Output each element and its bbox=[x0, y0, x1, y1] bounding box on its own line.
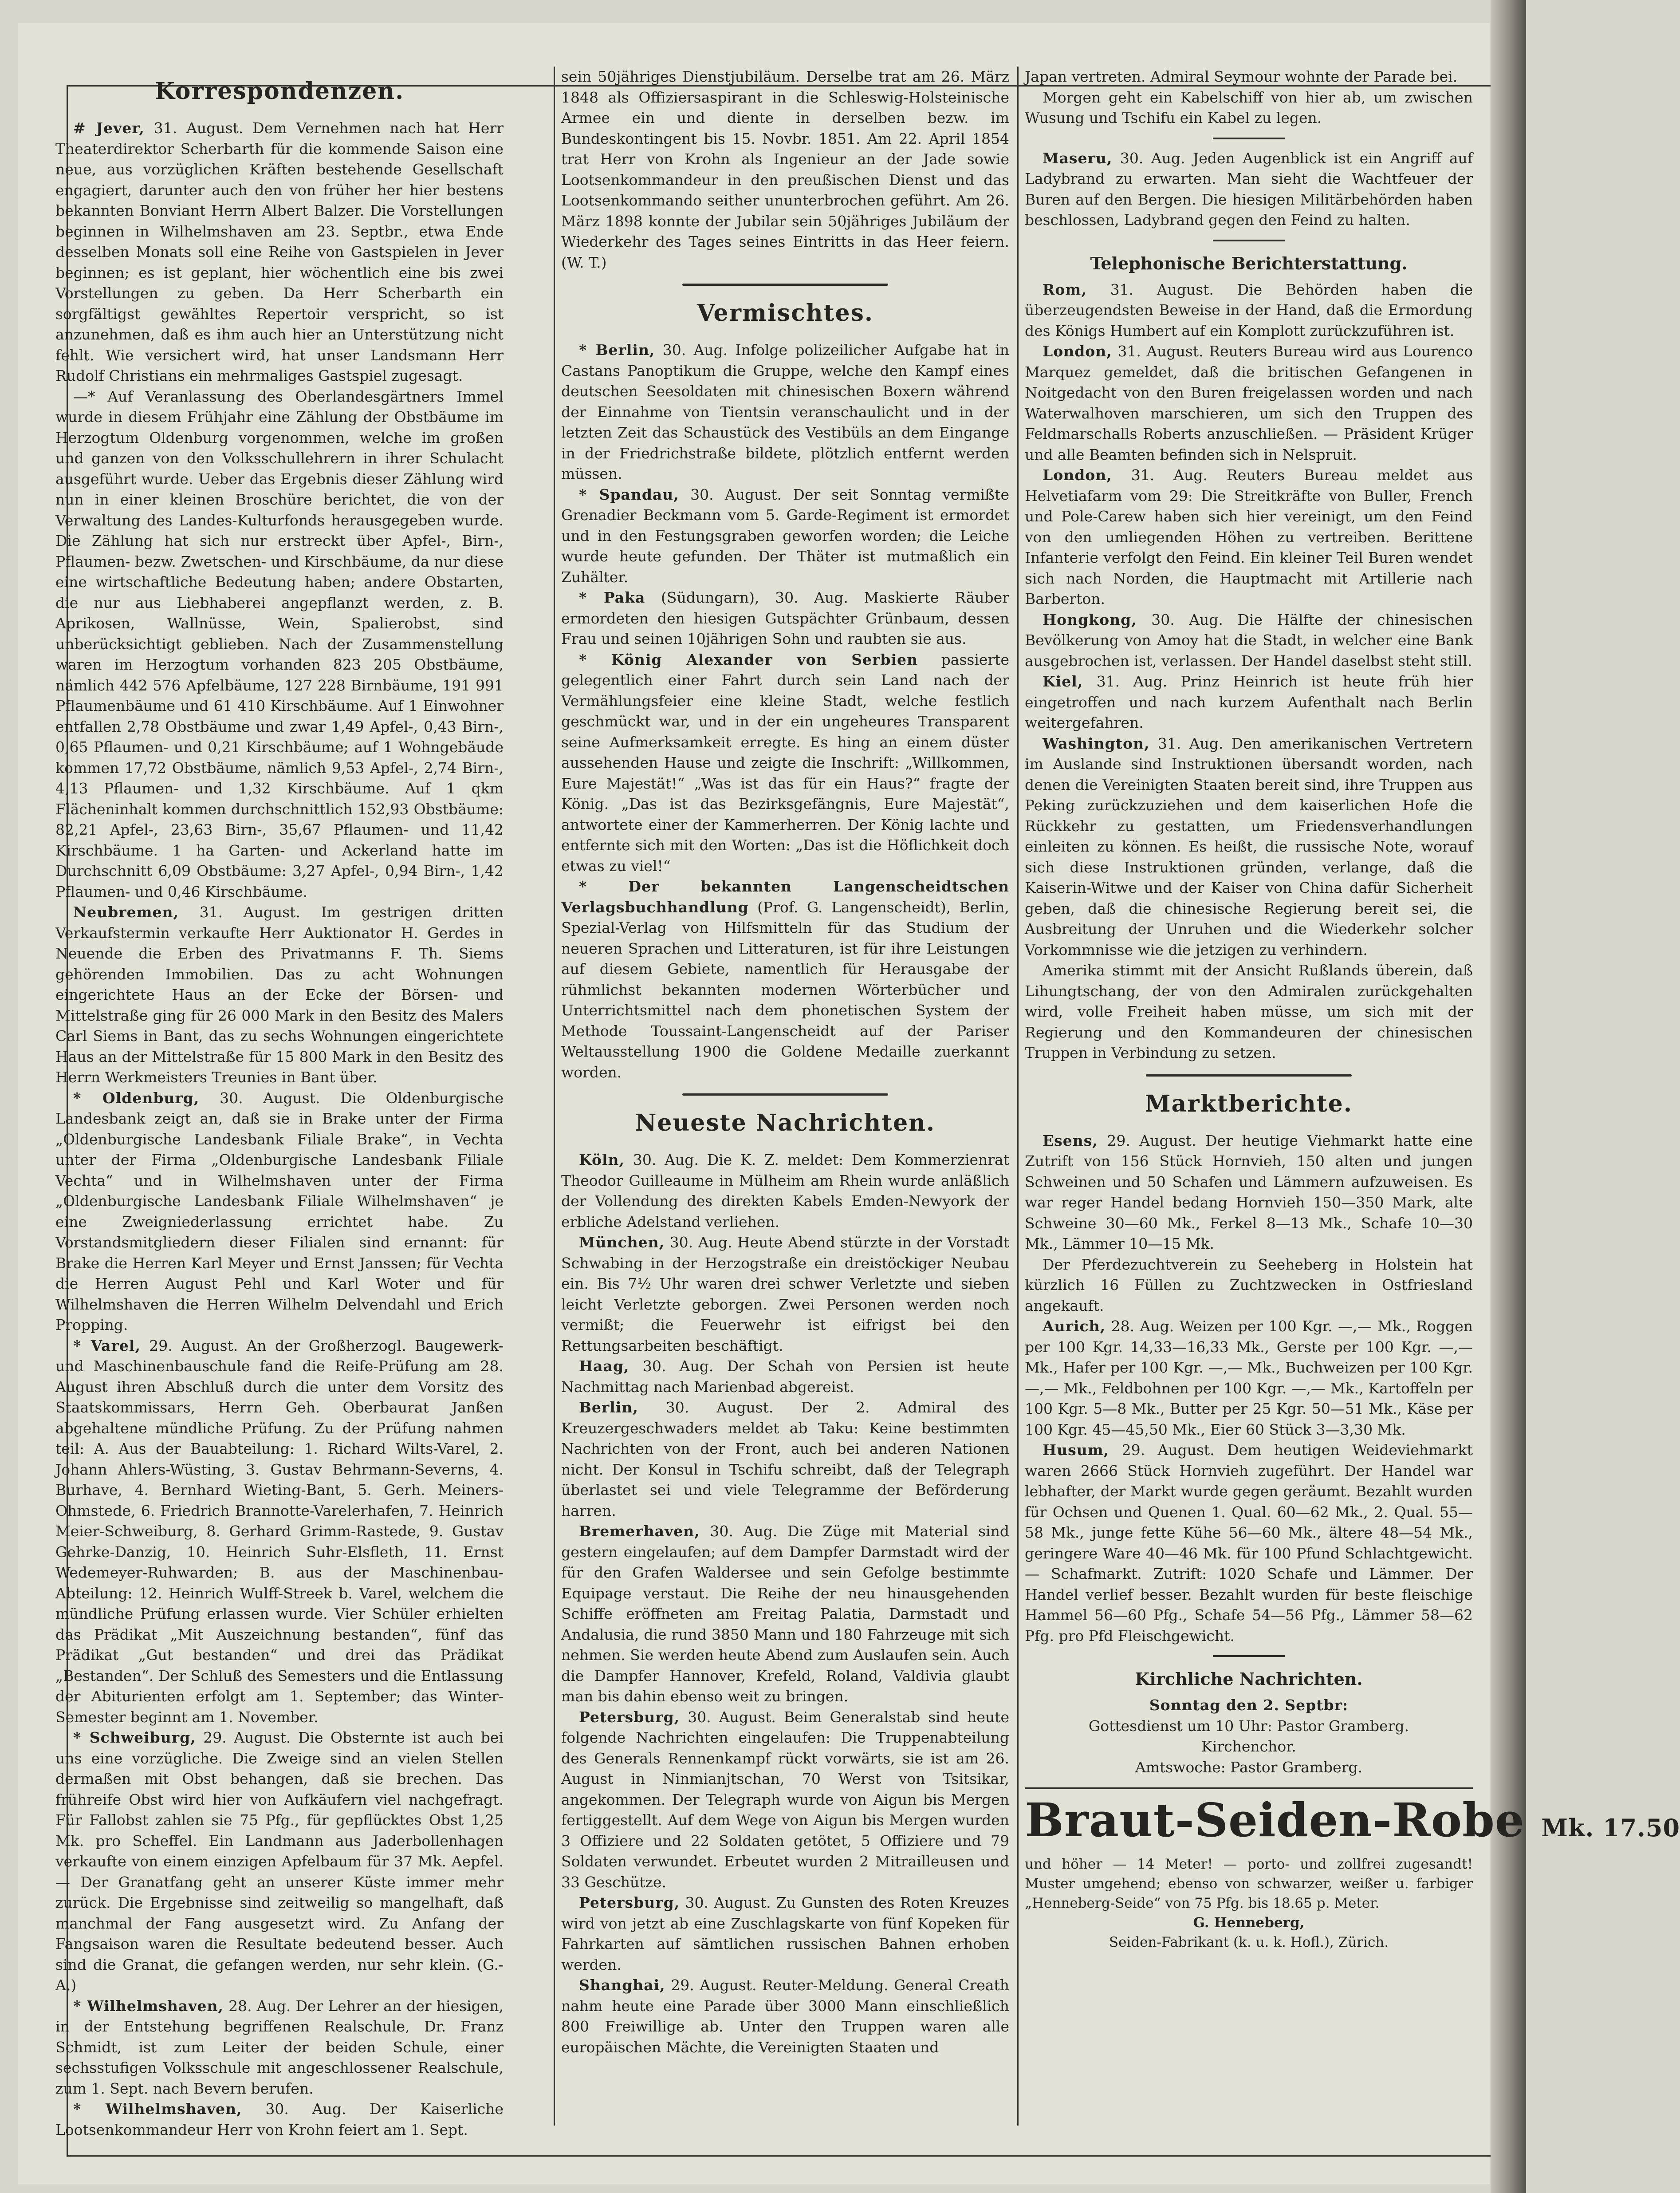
article-paragraph: Morgen geht ein Kabelschiff von hier ab, um zwischen Wusung und Tschifu ein Kabel zu legen. bbox=[1025, 88, 1473, 126]
article-item bbox=[561, 1232, 1009, 1356]
dateline: Haag, bbox=[579, 1357, 630, 1375]
dateline: Köln, bbox=[579, 1151, 625, 1168]
article-text: 30. August. Der seit Sonntag vermißte Grenadier Beckmann vom 5. Garde-Regiment ist ermordet und in den Festungsgraben geworfen worden; die Leiche wurde heute gefunden. Der Thäter ist mutmaßlich ein Zuhälter. bbox=[561, 485, 1010, 586]
article-item bbox=[561, 1893, 1009, 1975]
article-item bbox=[1025, 1131, 1473, 1254]
section-heading-telephonische-berichterstattung: Telephonische Berichterstattung. bbox=[1090, 253, 1408, 273]
article-maseru bbox=[1025, 148, 1473, 231]
article-item bbox=[55, 1088, 504, 1336]
advertisement-henneberg bbox=[1025, 1787, 1680, 1952]
dateline: # Jever, bbox=[73, 119, 145, 137]
article-text: (Südungarn), 30. Aug. Maskierte Räuber ermordeten den hiesigen Gutspächter Grünbaum, dessen Frau und seinen 10jährigen Sohn und raubten sie aus. bbox=[561, 589, 1009, 647]
article-text: 30. Aug. Jeden Augenblick ist ein Angriff auf Ladybrand zu erwarten. Man sieht die Wachtfeuer der Buren auf den Bergen. Die hiesigen Militärbehörden haben beschlossen, Ladybrand gegen den Feind zu halten. bbox=[1025, 149, 1473, 229]
section-divider bbox=[682, 1093, 889, 1096]
article-text: 29. August. Der heutige Viehmarkt hatte eine Zutrift von 156 Stück Hornvieh, 150 alten und jungen Schweinen und 50 Schafen und Lämmern aufzuweisen. Es war reger Handel bedang Hornvieh 150—350 Mark, alte Schweine 30—60 Mk., Ferkel 8—13 Mk., Schafe 10—30 Mk., Lämmer 10—15 Mk. bbox=[1025, 1132, 1473, 1252]
article-item bbox=[55, 118, 504, 387]
ad-firm-line: Seiden-Fabrikant (k. u. k. Hofl.), Zürich. bbox=[1109, 1934, 1389, 1950]
article-text: 29. August. Reuter-Meldung. General Creath nahm heute eine Parade über 3000 Mann einschließlich 800 Freiwillige ab. Unter den Truppen waren alle europäischen Mächte, die Vereinigten Staaten und bbox=[561, 1976, 1009, 2056]
article-item bbox=[1025, 465, 1473, 610]
article-text: 30. August. Zu Gunsten des Roten Kreuzes wird von jetzt ab eine Zuschlagskarte von fünf Kopeken für Fahrkarten auf sämtlichen russischen Bahnen erhoben werden. bbox=[561, 1894, 1009, 1973]
ad-firm: G. Henneberg, bbox=[1193, 1915, 1305, 1931]
article-item bbox=[561, 1356, 1009, 1397]
article-text: Der Pferdezuchtverein zu Seeheberg in Holstein hat kürzlich 16 Füllen zu Zuchtzwecken in Ostfriesland angekauft. bbox=[1025, 1255, 1473, 1314]
article-text: 30. Aug. Die Züge mit Material sind gestern eingelaufen; auf dem Dampfer Darmstadt wird der für den Grafen Waldersee und sein Gefolge bestimmte Equipage verstaut. Die Reihe der neu hinausgehenden Schiffe eröffneten am Freitag Palatia, Darmstadt und Andalusia, die rund 3850 Mann und 180 Fahrzeuge mit sich nehmen. Sie werden heute Abend zum Auslaufen sein. Auch die Dampfer Hannover, Krefeld, Roland, Valdivia glaubt man bis dahin ebenso weit zu bringen. bbox=[561, 1522, 1009, 1705]
article-text: 29. August. Die Obsternte ist auch bei uns eine vorzügliche. Die Zweige sind an vielen Stellen dermaßen mit Obst behangen, daß sie brechen. Das frühreife Obst wird hier von Aufkäufern viel nachgefragt. Für Fallobst zahlen sie 75 Pfg., für gepflücktes Obst 1,25 Mk. pro Scheffel. Ein Landmann aus Jaderbollenhagen verkaufte von einem einzigen Apfelbaum für 37 Mk. Aepfel. — Der Granatfang geht an unserer Küste immer mehr zurück. Die Ergebnisse sind zeitweilig so mangelhaft, daß manchmal der Fang ausgesetzt wird. Zu Anfang der Fangsaison waren die Resultate bedeutend besser. Auch sind die Granat, die gefangen werden, nur sehr klein. (G.-A.) bbox=[55, 1729, 504, 1994]
dateline: Aurich, bbox=[1043, 1317, 1106, 1335]
article-text: 30. Aug. Infolge polizeilicher Aufgabe hat in Castans Panoptikum die Gruppe, welche den Kampf eines deutschen Seesoldaten mit chinesischen Boxern während der Einnahme von Tientsin veranschaulicht und in der letzten Zeit das Schaustück des Vestibüls an dem Eingange in der Friedrichstraße bildete, plötzlich entfernt werden müssen. bbox=[561, 341, 1009, 482]
article-text: Amerika stimmt mit der Ansicht Rußlands überein, daß Lihungtschang, der von den Admiralen zurückgehalten wird, volle Freiheit haben müsse, um sich mit der Regierung und den Kommandeuren der chinesischen Truppen in Verbindung zu setzen. bbox=[1025, 962, 1473, 1061]
ad-body: und höher — 14 Meter! — porto- und zollfrei zugesandt! Muster umgehend; ebenso von schwarzer, weißer u. farbiger „Henneberg-Seide“ von 75 Pfg. bis 18.65 p. Meter. bbox=[1025, 1856, 1473, 1911]
article-text: 31. August. Dem Vernehmen nach hat Herr Theaterdirektor Scherbarth für die kommende Saison eine neue, aus vorzüglichen Kräften bestehende Gesellschaft engagiert, darunter auch den von früher her hier bestens bekannten Bonviant Herrn Albert Balzer. Die Vorstellungen beginnen in Wilhelmshaven am 23. Septbr., etwa Ende desselben Monats soll eine Reihe von Gastspielen in Jever beginnen; es ist geplant, hier wöchentlich eine bis zwei Vorstellungen zu geben. Da Herr Scherbarth ein sorgfältigst gewähltes Repertoir verspricht, so ist anzunehmen, daß es ihm auch hier an Unterstützung nicht fehlt. Wie versichert wird, hat unser Landsmann Herr Rudolf Christians ein mehrmaliges Gastspiel zugesagt. bbox=[55, 119, 504, 384]
article-text: 30. Aug. Heute Abend stürzte in der Vorstadt Schwabing in der Herzogstraße ein dreistöckiger Neubau ein. Bis 7½ Uhr waren drei schwer Verletzte und sieben leicht Verletzte geborgen. Zwei Personen werden noch vermißt; die Feuerwehr ist eifrigst bei den Rettungsarbeiten beschäftigt. bbox=[561, 1234, 1009, 1354]
article-text: 31. August. Reuters Bureau wird aus Lourenco Marquez gemeldet, daß die britischen Gefangenen in Noitgedacht von den Buren freigelassen worden und nach Waterwalhoven marschieren, um sich den Truppen des Feldmarschalls Roberts anzuschließen. — Präsident Krüger und alle Beamten befinden sich in Nelspruit. bbox=[1025, 343, 1473, 463]
dateline: München, bbox=[579, 1234, 665, 1251]
article-item bbox=[561, 1150, 1009, 1232]
article-item bbox=[561, 1707, 1009, 1893]
article-text: 31. Aug. Reuters Bureau meldet aus Helvetiafarm vom 29: Die Streitkräfte von Buller, French und Pole-Carew haben sich hier vereinigt, um den Feind von den umliegenden Höhen zu vertreiben. Berittene Infanterie verfolgt den Feind. Ein kleiner Teil Buren wendet sich nach Norden, die Hauptmacht mit Artillerie nach Barberton. bbox=[1025, 466, 1473, 607]
article-list bbox=[55, 118, 504, 2140]
dateline: Petersburg, bbox=[579, 1708, 680, 1726]
article-text: 30. Aug. Der Kaiserliche Lootsenkommandeur Herr von Krohn feiert am 1. Sept. bbox=[55, 2100, 504, 2138]
section-heading-marktberichte: Marktberichte. bbox=[1145, 1090, 1353, 1117]
continued-article: Japan vertreten. Admiral Seymour wohnte der Parade bei. bbox=[1025, 68, 1458, 85]
article-text: 30. August. Die Oldenburgische Landesbank zeigt an, daß sie in Brake unter der Firma „Oldenburgische Landesbank Filiale Brake“, in Vechta unter der Firma „Oldenburgische Landesbank Filiale Vechta“ und in Wilhelmshaven unter der Firma „Oldenburgische Landesbank Filiale Wilhelmshaven“ je eine Zweigniederlassung errichtet habe. Zu Vorstandsmitgliedern dieser Filialen sind ernannt: für Brake die Herren Karl Meyer und Ernst Janssen; für Vechta die Herren August Pehl und Karl Woter und für Wilhelmshaven die Herren Wilhelm Delvendahl und Erich Propping. bbox=[55, 1089, 504, 1333]
dateline: * Spandau, bbox=[579, 485, 679, 503]
dateline: Esens, bbox=[1043, 1132, 1098, 1149]
dateline: Berlin, bbox=[579, 1399, 638, 1416]
dateline: * König Alexander von Serbien bbox=[579, 651, 918, 668]
section-heading-neueste-nachrichten: Neueste Nachrichten. bbox=[635, 1109, 936, 1136]
article-text: —* Auf Veranlassung des Oberlandesgärtners Immel wurde in diesem Frühjahr eine Zählung der Obstbäume im Herzogtum Oldenburg vorgenommen, welche im großen und ganzen von den Volksschullehrern in ihrer Schulacht ausgeführt wurde. Ueber das Ergebnis dieser Zählung wird nun in einer kleinen Broschüre berichtet, die von der Verwaltung des Landes-Kulturfonds herausgegeben wurde. Die Zählung hat sich nur erstreckt über Apfel-, Birn-, Pflaumen- bezw. Zwetschen- und Kirschbäume, da nur diese eine wirtschaftliche Bedeutung haben; andere Obstarten, die nur aus Liebhaberei angepflanzt werden, z. B. Aprikosen, Wallnüsse, Wein, Spalierobst, sind unberücksichtigt geblieben. Nach der Zusammenstellung waren im Herzogtum vorhanden 823 205 Obstbäume, nämlich 442 576 Apfelbäume, 127 228 Birnbäume, 191 991 Pflaumenbäume und 61 410 Kirschbäume. Auf 1 Einwohner entfallen 2,78 Obstbäume und zwar 1,49 Apfel-, 0,43 Birn-, 0,65 Pflaumen- und 0,21 Kirschbäume; auf 1 Wohngebäude kommen 17,72 Obstbäume, nämlich 9,53 Apfel-, 2,74 Birn-, 4,13 Pflaumen- und 1,32 Kirschbäume. Auf 1 qkm Flächeninhalt kommen durchschnittlich 152,93 Obstbäume: 82,21 Apfel-, 23,63 Birn-, 35,67 Pflaumen- und 11,42 Kirschbäume. 1 ha Garten- und Ackerland hatte im Durchschnitt 6,09 Obstbäume: 3,27 Apfel-, 0,94 Birn-, 1,42 Pflaumen- und 0,46 Kirschbäume. bbox=[55, 387, 504, 900]
article-list bbox=[1025, 1131, 1473, 1647]
article-text: 31. August. Im gestrigen dritten Verkaufstermin verkaufte Herr Auktionator H. Gerdes in Neuende die Erben des Privatmanns F. Th. Siems gehörenden Immobilien. Das zu acht Wohnungen eingerichtete Haus an der Ecke der Börsen- und Mittelstraße ging für 26 000 Mark in den Besitz des Malers Carl Siems in Bant, das zu sechs Wohnungen eingerichtete Haus an der Mittelstraße für 15 800 Mark in den Besitz des Herrn Werkmeisters Treunies in Bant über. bbox=[55, 903, 504, 1086]
dateline: * Paka bbox=[579, 589, 645, 606]
column-3 bbox=[1025, 67, 1680, 1952]
article-item bbox=[1025, 280, 1473, 342]
dateline: Bremerhaven, bbox=[579, 1522, 700, 1540]
dateline: * Schweiburg, bbox=[73, 1729, 196, 1746]
dateline: London, bbox=[1043, 466, 1112, 484]
church-service: Gottesdienst um 10 Uhr: Pastor Gramberg. bbox=[1088, 1717, 1409, 1735]
article-item bbox=[1025, 341, 1473, 465]
church-date: Sonntag den 2. Septbr: bbox=[1149, 1696, 1349, 1714]
article-text: passierte gelegentlich einer Fahrt durch sein Land nach der Vermählungsfeier eine kleine Stadt, welche festlich geschmückt war, und in der ein ungeheures Transparent seine Aufmerksamkeit erregte. Es hing an einem düster aussehenden Hause und zeigte die Inschrift: „Willkommen, Eure Majestät!“ „Was ist das für ein Haus?“ fragte der König. „Das ist das Bezirksgefängnis, Eure Majestät“, antwortete einer der Kammerherren. Der König lachte und entfernte sich mit den Worten: „Das ist die Höflichkeit doch etwas zu viel!“ bbox=[561, 651, 1009, 875]
ad-headline bbox=[1025, 1793, 1680, 1854]
article-item bbox=[1025, 671, 1473, 734]
church-news-heading: Kirchliche Nachrichten. bbox=[1135, 1669, 1363, 1689]
section-divider bbox=[1213, 138, 1285, 139]
article-list bbox=[561, 1150, 1009, 2058]
section-divider bbox=[1213, 240, 1285, 241]
section-divider bbox=[1146, 1074, 1352, 1077]
article-item bbox=[1025, 960, 1473, 1064]
article-item bbox=[55, 902, 504, 1088]
article-item bbox=[55, 1336, 504, 1728]
article-item bbox=[1025, 1254, 1473, 1317]
article-item bbox=[561, 588, 1009, 650]
dateline: Hongkong, bbox=[1043, 611, 1137, 628]
dateline: London, bbox=[1043, 343, 1112, 360]
article-item bbox=[561, 876, 1009, 1083]
article-item bbox=[1025, 1316, 1473, 1440]
article-text: 28. Aug. Der Lehrer an der hiesigen, in der Entstehung begriffenen Realschule, Dr. Franz Schmidt, ist zum Leiter der beiden Schule, einer sechsstufigen Volksschule mit angeschlossener Realschule, zum 1. Sept. nach Bevern berufen. bbox=[55, 1997, 504, 2097]
dateline: * Varel, bbox=[73, 1337, 141, 1354]
article-item bbox=[55, 1728, 504, 1996]
column-1 bbox=[55, 67, 504, 2140]
column-rule bbox=[1017, 67, 1019, 2126]
article-list bbox=[561, 340, 1009, 1083]
article-item bbox=[561, 650, 1009, 877]
continued-article: sein 50jähriges Dienstjubiläum. Derselbe trat am 26. März 1848 als Offiziersaspirant in die Schleswig-Holsteinische Armee ein und diente in derselben bezw. im Bundeskontingent bis 15. Novbr. 1851. Am 22. April 1854 trat Herr von Krohn als Ingenieur an der Jade sowie Lootsenkommandeur in den preußischen Dienst und das Lootsenkommando seither ununterbrochen geführt. Am 26. März 1898 konnte der Jubilar sein 50jähriges Jubiläum der Wiederkehr des Tages seines Eintritts in das Heer feiern. (W. T.) bbox=[561, 68, 1009, 271]
dateline: Shanghai, bbox=[579, 1976, 665, 1994]
dateline: * Wilhelmshaven, bbox=[73, 2100, 242, 2118]
ad-title: Braut-Seiden-Robe bbox=[1025, 1793, 1525, 1847]
section-heading-korrespondenzen: Korrespondenzen. bbox=[154, 78, 405, 105]
dateline: Petersburg, bbox=[579, 1894, 680, 1911]
article-item bbox=[55, 1996, 504, 2099]
dateline: Washington, bbox=[1043, 734, 1150, 752]
dateline: Husum, bbox=[1043, 1441, 1110, 1459]
article-item bbox=[561, 1521, 1009, 1707]
article-text: 30. August. Der 2. Admiral des Kreuzergeschwaders meldet ab Taku: Keine bestimmten Nachrichten von der Front, auch bei anderen Nationen nicht. Der Konsul in Tschifu schreibt, daß der Telegraph überlastet sei und viele Telegramme der Beförderung harren. bbox=[561, 1399, 1009, 1519]
article-text: 29. August. An der Großherzogl. Baugewerk- und Maschinenbauschule fand die Reife-Prüfung am 28. August ihren Abschluß durch die unter dem Vorsitz des Staatskommissars, Herrn Geh. Oberbaurat Janßen abgehaltene mündliche Prüfung. Zu der Prüfung nahmen teil: A. Aus der Bauabteilung: 1. Richard Wilts-Varel, 2. Johann Ahlers-Wüsting, 3. Gustav Behrmann-Severns, 4. Burhave, 4. Bernhard Wieting-Bant, 5. Gerh. Meiners-Ohmstede, 6. Friedrich Brannotte-Varelerhafen, 7. Heinrich Meier-Schweiburg, 8. Gerhard Grimm-Rastede, 9. Gustav Gehrke-Danzig, 10. Heinrich Suhr-Elsfleth, 11. Ernst Wedemeyer-Ruhwarden; B. aus der Maschinenbau-Abteilung: 12. Heinrich Wulff-Streek b. Varel, welchem die mündliche Prüfung erlassen wurde. Vier Schüler erhielten das Prädikat „Mit Auszeichnung bestanden“, fünf das Prädikat „Gut bestanden“ und drei das Prädikat „Bestanden“. Der Schluß des Semesters und die Entlassung der Abiturienten erfolgt am 1. September; das Winter-Semester beginnt am 1. November. bbox=[55, 1337, 504, 1726]
column-2 bbox=[561, 67, 1009, 2058]
article-item bbox=[561, 485, 1009, 588]
article-text: 30. Aug. Die K. Z. meldet: Dem Kommerzienrat Theodor Guilleaume in Mülheim am Rhein wurde anläßlich der Vollendung des direkten Kabels Emden-Newyork der erbliche Adelstand verliehen. bbox=[561, 1151, 1009, 1231]
article-item bbox=[55, 387, 504, 903]
dateline: * Oldenburg, bbox=[73, 1089, 200, 1107]
article-item bbox=[55, 2099, 504, 2140]
dateline: Kiel, bbox=[1043, 673, 1083, 690]
dateline: * Berlin, bbox=[579, 341, 655, 359]
article-text: 30. August. Beim Generalstab sind heute folgende Nachrichten eingelaufen: Die Truppenabteilung des Generals Rennenkampf rückt vorwärts, sie ist am 26. August in Ninmianjtschan, 70 Werst von Tsitsikar, angekommen. Der Telegraph wurde von Aigun bis Mergen fertiggestellt. Auf dem Wege von Aigun bis Mergen wurden 3 Offiziere und 22 Soldaten getötet, 5 Offiziere und 79 Soldaten verwundet. Erbeutet wurden 2 Mitrailleusen und 33 Geschütze. bbox=[561, 1708, 1009, 1891]
article-text: 30. Aug. Der Schah von Persien ist heute Nachmittag nach Marienbad abgereist. bbox=[561, 1357, 1009, 1396]
book-spine bbox=[1491, 0, 1526, 2193]
article-item bbox=[1025, 1440, 1473, 1646]
article-text: 28. Aug. Weizen per 100 Kgr. —,— Mk., Roggen per 100 Kgr. 14,33—16,33 Mk., Gerste per 100 Kgr. —,— Mk., Hafer per 100 Kgr. —,— Mk., Buchweizen per 100 Kgr. —,— Mk., Feldbohnen per 100 Kgr. —,— Mk., Kartoffeln per 100 Kgr. 5—8 Mk., Butter per 25 Kgr. 50—51 Mk., Käse per 100 Kgr. 45—45,50 Mk., Eier 60 Stück 3—3,30 Mk. bbox=[1025, 1317, 1473, 1438]
section-divider bbox=[682, 284, 889, 286]
dateline: * Wilhelmshaven, bbox=[73, 1997, 224, 2015]
dateline: * Der bekannten Langenscheidtschen Verlagsbuchhandlung bbox=[561, 878, 1009, 916]
article-text: 31. Aug. Den amerikanischen Vertretern im Auslande sind Instruktionen übersandt worden, nach denen die Vereinigten Staaten bereit sind, ihre Truppen aus Peking zurückzuziehen und dem kaiserlichen Hofe die Rückkehr zu gestatten, um Friedensverhandlungen einleiten zu können. Es heißt, die russische Note, worauf sich diese Instruktionen gründen, verlange, daß die Kaiserin-Witwe und der Kaiser von China dafür Sicherheit geben, daß die chinesische Regierung bereit sei, die Ausbreitung der Unruhen und die Wiederkehr solcher Vorkommnisse wie die jetzigen zu verhindern. bbox=[1025, 734, 1473, 958]
article-text: 30. Aug. Die Hälfte der chinesischen Bevölkerung von Amoy hat die Stadt, in welcher eine Bank ausgebrochen ist, verlassen. Der Handel daselbst steht still. bbox=[1025, 611, 1473, 670]
church-duty-week: Amtswoche: Pastor Gramberg. bbox=[1135, 1758, 1363, 1776]
article-item bbox=[1025, 610, 1473, 672]
article-text: 31. August. Die Behörden haben die überzeugendsten Beweise in der Hand, daß die Ermordung des Königs Humbert auf ein Komplott zurückzuführen ist. bbox=[1025, 280, 1473, 339]
section-heading-vermischtes: Vermischtes. bbox=[696, 300, 874, 327]
article-item bbox=[1025, 734, 1473, 961]
article-item bbox=[561, 1975, 1009, 2058]
article-text: 31. Aug. Prinz Heinrich ist heute früh hier eingetroffen und nach kurzem Aufenthalt nach Berlin weitergefahren. bbox=[1025, 673, 1473, 731]
church-choir: Kirchenchor. bbox=[1201, 1738, 1296, 1755]
dateline: Maseru, bbox=[1043, 149, 1113, 167]
ad-price: Mk. 17.50 bbox=[1541, 1814, 1680, 1842]
article-text: 29. August. Dem heutigen Weideviehmarkt waren 2666 Stück Hornvieh zugeführt. Der Handel war lebhafter, der Markt wurde gegen geräumt. Bezahlt wurden für Ochsen und Quenen 1. Qual. 60—62 Mk., 2. Qual. 55—58 Mk., junge fette Kühe 56—60 Mk., ältere 48—54 Mk., geringere Ware 40—46 Mk. für 100 Pfund Schlachtgewicht. — Schafmarkt. Zutrift: 1020 Schafe und Lämmer. Der Handel verlief besser. Bezahlt wurden für beste fleischige Hammel 56—60 Pfg., Schafe 54—56 Pfg., Lämmer 58—62 Pfg. pro Pfd Fleischgewicht. bbox=[1025, 1441, 1473, 1645]
article-item bbox=[561, 340, 1009, 485]
dateline: Neubremen, bbox=[73, 903, 179, 921]
dateline: Rom, bbox=[1043, 280, 1087, 298]
article-item bbox=[561, 1397, 1009, 1521]
article-list bbox=[1025, 280, 1473, 1064]
article-text: (Prof. G. Langenscheidt), Berlin, Spezial-Verlag von Hilfsmitteln für das Studium der neueren Sprachen und Litteraturen, ist für ihre Leistungen auf diesem Gebiete, namentlich für Herausgabe der rühmlichst bekannten modernen Wörterbücher und Unterrichtsmittel nach dem phonetischen System der Methode Toussaint-Langenscheidt auf der Pariser Weltausstellung 1900 die Goldene Medaille zuerkannt worden. bbox=[561, 898, 1009, 1081]
column-rule bbox=[554, 67, 555, 2126]
section-divider bbox=[1213, 1655, 1285, 1657]
